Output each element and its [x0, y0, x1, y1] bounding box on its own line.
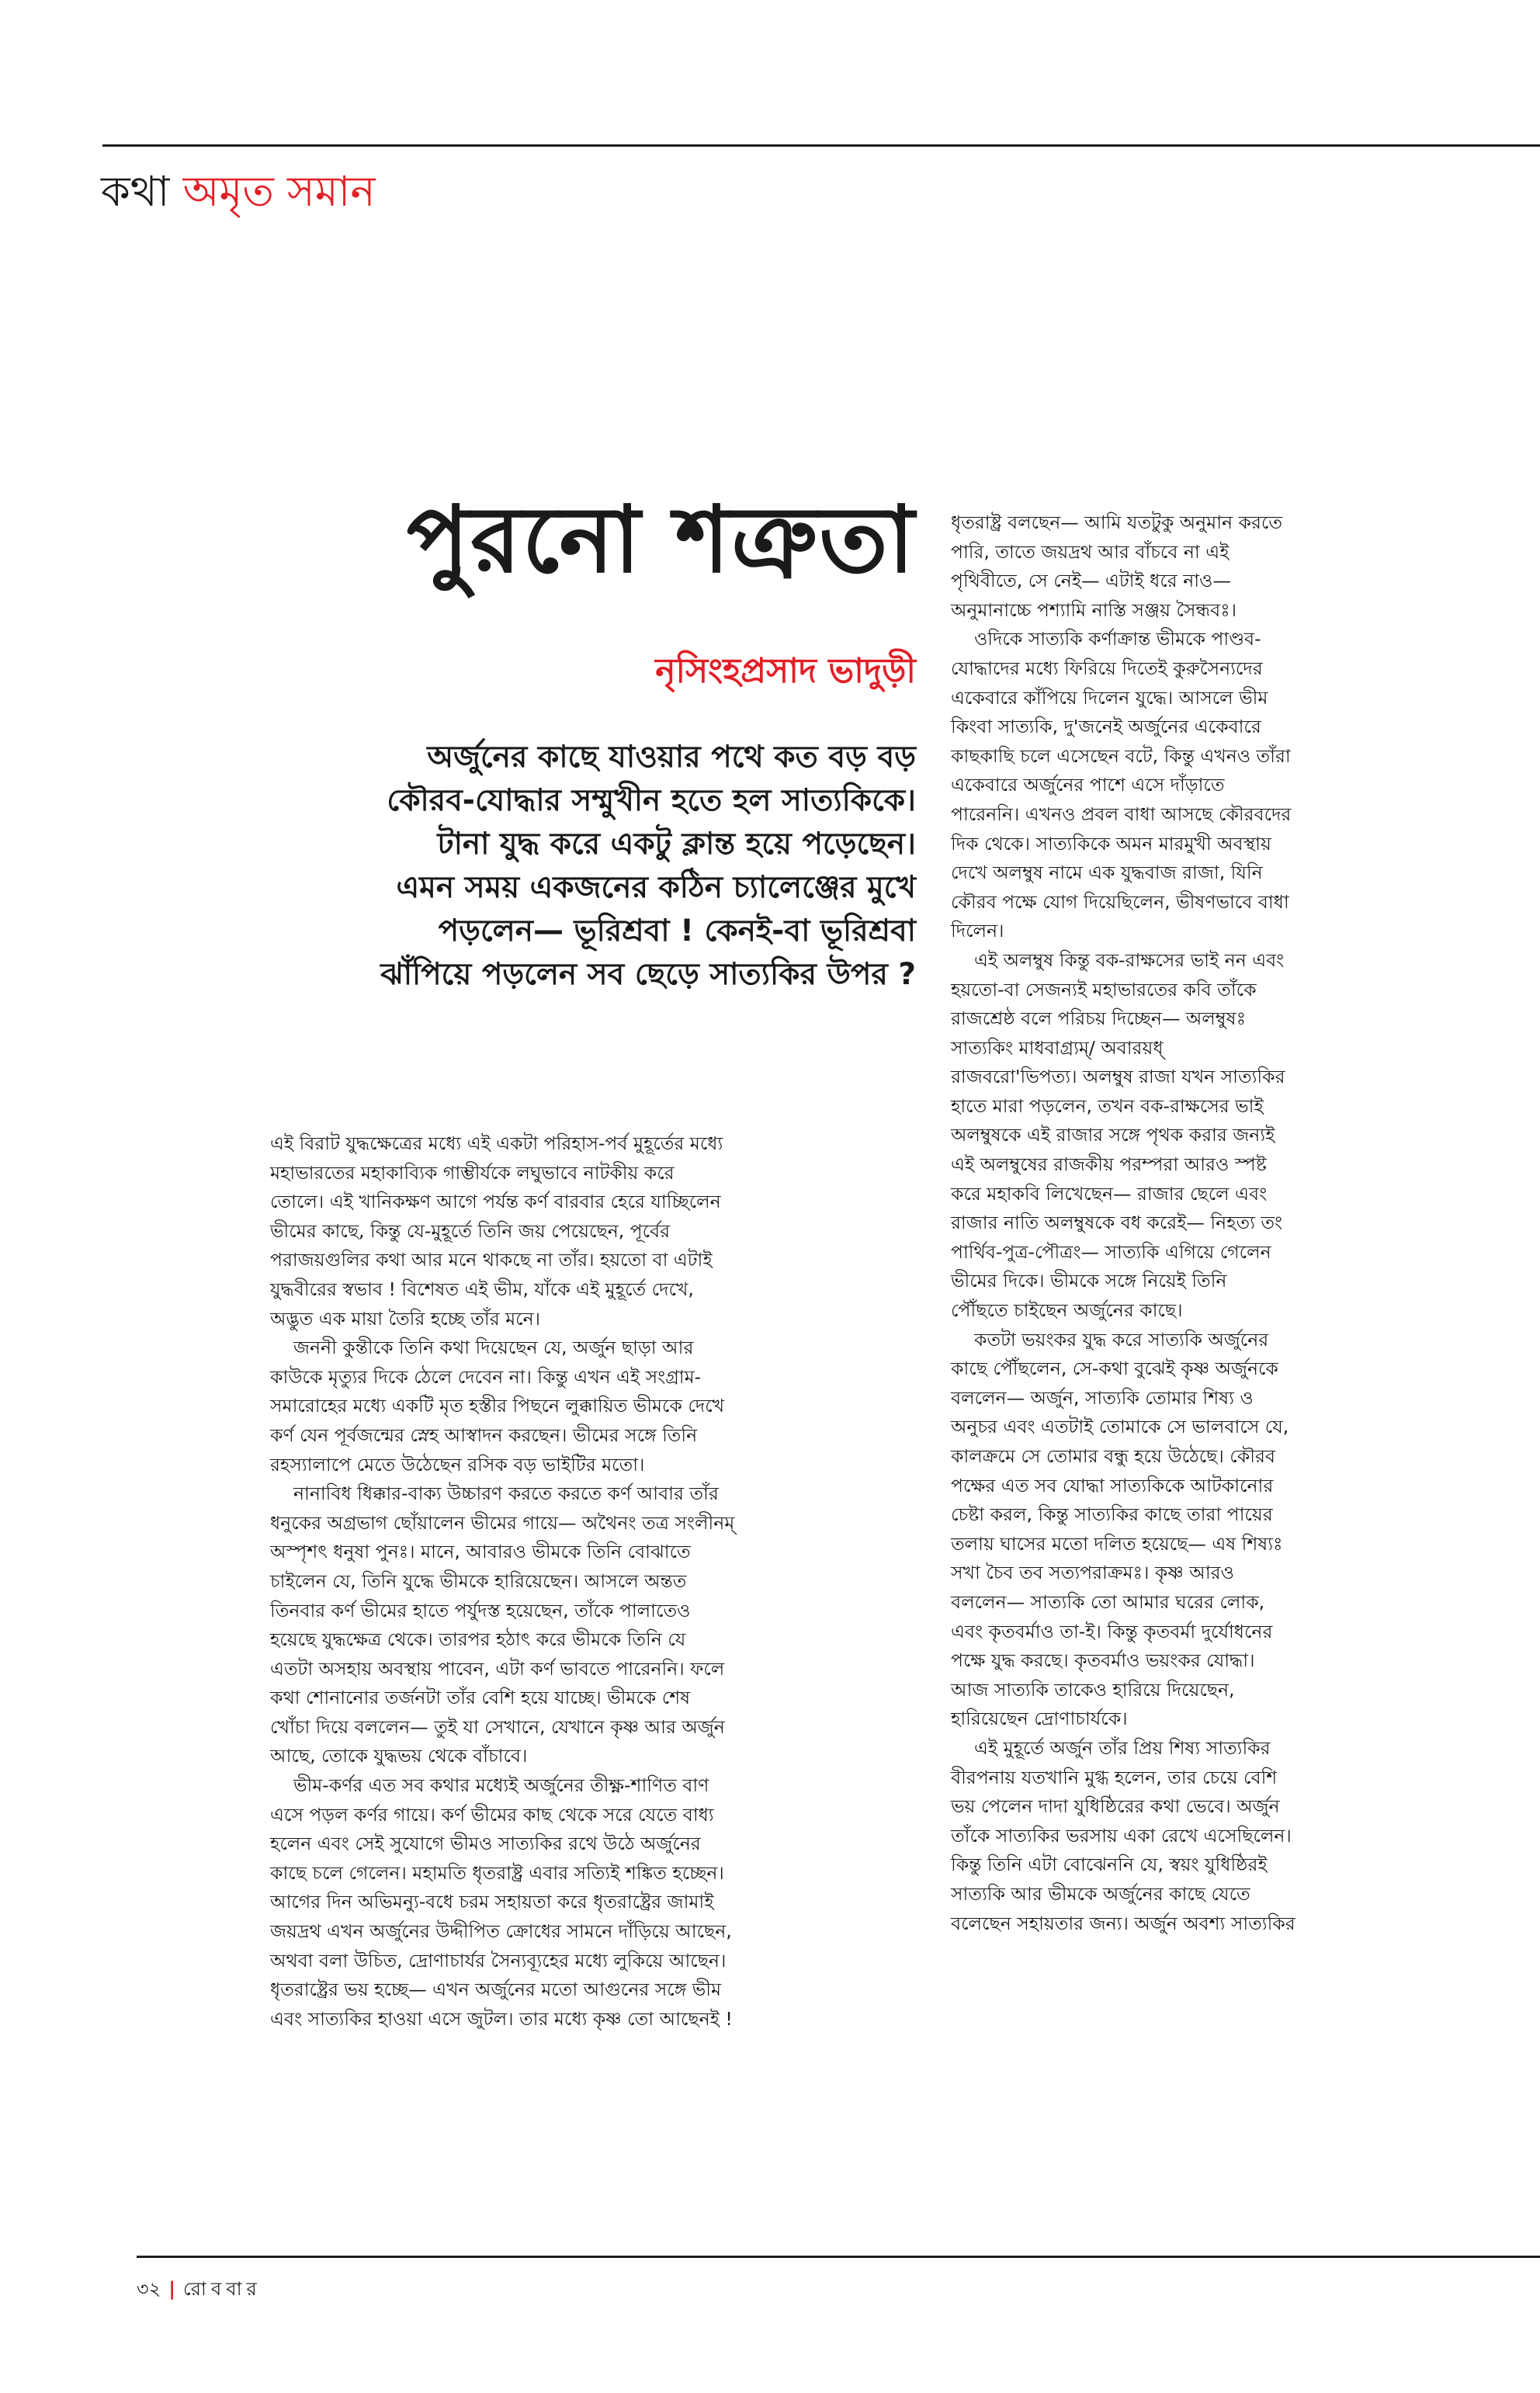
- body-text-line: হয়েছে যুদ্ধক্ষেত্র থেকে। তারপর হঠাৎ করে ভীমকে তিনি যে: [270, 1628, 686, 1651]
- article-byline: নৃসিংহপ্রসাদ ভাদুড়ী: [655, 651, 916, 691]
- body-text-line: রাজবরো'ভিপত্য। অলম্বুষ রাজা যখন সাত্যকির: [951, 1066, 1285, 1088]
- body-text-line: পারেননি। এখনও প্রবল বাধা আসছে কৌরবদের: [951, 803, 1292, 825]
- body-text-line: হয়তো-বা সেজন্যই মহাভারতের কবি তাঁকে: [951, 978, 1257, 1001]
- body-text-line: ধনুকের অগ্রভাগ ছোঁয়ালেন ভীমের গায়ে— অথৈনং তত্র সংলীনম্: [270, 1511, 735, 1534]
- body-text-line: রাজশ্রেষ্ঠ বলে পরিচয় দিচ্ছেন— অলম্বুষঃ: [951, 1007, 1247, 1030]
- section-title: [101, 165, 376, 219]
- body-text-line: পার্থিব-পুত্র-পৌত্রং— সাত্যকি এগিয়ে গেলেন: [951, 1240, 1271, 1263]
- magazine-name: রোববার: [182, 2278, 262, 2300]
- body-text-line: পৌঁছতে চাইছেন অর্জুনের কাছে।: [951, 1299, 1183, 1322]
- body-text-line: কালক্রমে সে তোমার বন্ধু হয়ে উঠেছে। কৌরব: [951, 1445, 1275, 1467]
- article-body-right-column: [951, 508, 1448, 1938]
- body-text-line: আগের দিন অভিমন্যু-বধে চরম সহায়তা করে ধৃতরাষ্ট্রের জামাই: [270, 1891, 714, 1913]
- body-text-line: তোলে। এই খানিকক্ষণ আগে পর্যন্ত কর্ণ বারবার হেরে যাচ্ছিলেন: [270, 1191, 721, 1213]
- deck-line: কৌরব-যোদ্ধার সম্মুখীন হতে হল সাত্যকিকে।: [387, 783, 916, 818]
- body-text-line: কথা শোনানোর তর্জনটা তাঁর বেশি হয়ে যাচ্ছে। ভীমকে শেষ: [270, 1687, 691, 1709]
- body-text-line: কাছে চলে গেলেন। মহামতি ধৃতরাষ্ট্র এবার সত্যিই শঙ্কিত হচ্ছেন।: [270, 1861, 724, 1884]
- body-text-line: ভীম-কর্ণর এত সব কথার মধ্যেই অর্জুনের তীক্ষ্ণ-শাণিত বাণ: [293, 1774, 709, 1797]
- body-text-line: পরাজয়গুলির কথা আর মনে থাকছে না তাঁর। হয়তো বা এটাই: [270, 1249, 713, 1271]
- body-text-line: অনুমানাচ্চে পশ্যামি নাস্তি সঞ্জয় সৈন্ধবঃ।: [951, 598, 1237, 621]
- body-text-line: দিক থেকে। সাত্যকিকে অমন মারমুখী অবস্থায়: [951, 832, 1271, 855]
- body-text-line: কৌরব পক্ষে যোগ দিয়েছিলেন, ভীষণভাবে বাধা: [951, 890, 1289, 913]
- top-rule: [102, 144, 1540, 147]
- body-text-line: দিলেন।: [951, 920, 1004, 942]
- body-text-line: সখা চৈব তব সত্যপরাক্রমঃ। কৃষ্ণ আরও: [951, 1562, 1234, 1584]
- body-text-line: বলেছেন সহায়তার জন্য। অর্জুন অবশ্য সাত্যকির: [951, 1912, 1295, 1934]
- deck-line: ঝাঁপিয়ে পড়লেন সব ছেড়ে সাত্যকির উপর ?: [380, 957, 916, 992]
- body-text-line: সাত্যকি আর ভীমকে অর্জুনের কাছে যেতে: [951, 1882, 1250, 1905]
- body-text-line: তাঁকে সাত্যকির ভরসায় একা রেখে এসেছিলেন।: [951, 1824, 1292, 1847]
- body-text-line: খোঁচা দিয়ে বললেন— তুই যা সেখানে, যেখানে কৃষ্ণ আর অর্জুন: [270, 1715, 725, 1738]
- body-text-line: সমারোহের মধ্যে একটি মৃত হস্তীর পিছনে লুক্কায়িত ভীমকে দেখে: [270, 1395, 725, 1417]
- body-text-line: পক্ষের এত সব যোদ্ধা সাত্যকিকে আটকানোর: [951, 1474, 1274, 1496]
- body-text-line: যুদ্ধবীরের স্বভাব ! বিশেষত এই ভীম, যাঁকে এই মুহূর্তে দেখে,: [270, 1278, 694, 1300]
- body-text-line: একেবারে কাঁপিয়ে দিলেন যুদ্ধে। আসলে ভীম: [951, 686, 1268, 709]
- body-text-line: রহস্যালাপে মেতে উঠেছেন রসিক বড় ভাইটির মতো।: [270, 1453, 645, 1476]
- body-text-line: আজ সাত্যকি তাকেও হারিয়ে দিয়েছেন,: [951, 1678, 1235, 1701]
- body-text-line: কাছকাছি চলে এসেছেন বটে, কিন্তু এখনও তাঁরা: [951, 744, 1291, 767]
- body-text-line: হলেন এবং সেই সুযোগে ভীমও সাত্যকির রথে উঠে অর্জুনের: [270, 1833, 701, 1855]
- deck-line: পড়লেন— ভূরিশ্রবা ! কেনই-বা ভূরিশ্রবা: [438, 914, 916, 949]
- body-text-line: চাইলেন যে, তিনি যুদ্ধে ভীমকে হারিয়েছেন। আসলে অন্তত: [270, 1569, 687, 1592]
- article-headline: পুরনো শত্রুতা: [406, 486, 916, 593]
- body-text-line: এই অলম্বুষ কিন্তু বক-রাক্ষসের ভাই নন এবং: [974, 949, 1285, 971]
- body-text-line: পৃথিবীতে, সে নেই— এটাই ধরে নাও—: [951, 570, 1231, 592]
- body-text-line: হারিয়েছেন দ্রোণাচার্যকে।: [951, 1708, 1128, 1730]
- deck-line: অর্জুনের কাছে যাওয়ার পথে কত বড় বড়: [427, 740, 916, 775]
- section-title-prefix: কথা: [101, 167, 170, 216]
- body-text-line: আছে, তোকে যুদ্ধভয় থেকে বাঁচাবে।: [270, 1745, 528, 1767]
- body-text-line: বললেন— সাত্যকি তো আমার ঘরের লোক,: [951, 1590, 1265, 1613]
- body-text-line: কর্ণ যেন পূর্বজন্মের স্নেহ আস্বাদন করছেন। ভীমের সঙ্গে তিনি: [270, 1424, 698, 1446]
- body-text-line: সাত্যকিং মাধবাগ্র্যম্/ অবারয়ধ্: [951, 1036, 1164, 1059]
- body-text-line: দেখে অলম্বুষ নামে এক যুদ্ধবাজ রাজা, যিনি: [951, 862, 1263, 884]
- body-text-line: এই বিরাট যুদ্ধক্ষেত্রের মধ্যে এই একটা পরিহাস-পর্ব মুহূর্তের মধ্যে: [270, 1132, 723, 1154]
- body-text-line: অনুচর এবং এতটাই তোমাকে সে ভালবাসে যে,: [951, 1416, 1289, 1438]
- body-text-line: ধৃতরাষ্ট্রের ভয় হচ্ছে— এখন অর্জুনের মতো আগুনের সঙ্গে ভীম: [270, 1979, 722, 2001]
- body-text-line: অস্পৃশৎ ধনুষা পুনঃ। মানে, আবারও ভীমকে তিনি বোঝাতে: [270, 1541, 691, 1563]
- body-text-line: মহাভারতের মহাকাব্যিক গাম্ভীর্যকে লঘুভাবে নাটকীয় করে: [270, 1161, 675, 1184]
- body-text-line: হাতে মারা পড়লেন, তখন বক-রাক্ষসের ভাই: [951, 1094, 1264, 1117]
- body-text-line: কিংবা সাত্যকি, দু'জনেই অর্জুনের একেবারে: [951, 716, 1261, 738]
- body-text-line: এতটা অসহায় অবস্থায় পাবেন, এটা কর্ণ ভাবতে পারেননি। ফলে: [270, 1657, 725, 1680]
- body-text-line: ভয় পেলেন দাদা যুধিষ্ঠিরের কথা ভেবে। অর্জুন: [951, 1795, 1280, 1818]
- body-text-line: কতটা ভয়ংকর যুদ্ধ করে সাত্যকি অর্জুনের: [974, 1328, 1269, 1351]
- body-text-line: কাছে পৌঁছলেন, সে-কথা বুঝেই কৃষ্ণ অর্জুনকে: [951, 1358, 1278, 1380]
- body-text-line: ধৃতরাষ্ট্র বলছেন— আমি যতটুকু অনুমান করতে: [951, 512, 1282, 533]
- body-text-line: অথবা বলা উচিত, দ্রোণাচার্যর সৈন্যব্যূহের মধ্যে লুকিয়ে আছেন।: [270, 1949, 727, 1972]
- body-text-line: চেষ্টা করল, কিন্তু সাত্যকির কাছে তারা পায়ের: [951, 1503, 1273, 1526]
- body-text-line: জয়দ্রথ এখন অর্জুনের উদ্দীপিত ক্রোধের সামনে দাঁড়িয়ে আছেন,: [270, 1920, 732, 1943]
- body-text-line: বীরপনায় যতখানি মুগ্ধ হলেন, তার চেয়ে বেশি: [951, 1766, 1278, 1788]
- footer-separator: |: [168, 2278, 175, 2300]
- body-text-line: পক্ষে যুদ্ধ করছে। কৃতবর্মাও ভয়ংকর যোদ্ধা।: [951, 1649, 1255, 1672]
- body-text-line: অদ্ভুত এক মায়া তৈরি হচ্ছে তাঁর মনে।: [270, 1307, 541, 1330]
- body-text-line: যোদ্ধাদের মধ্যে ফিরিয়ে দিতেই কুরুসৈন্যদের: [951, 657, 1263, 679]
- body-text-line: পারি, তাতে জয়দ্রথ আর বাঁচবে না এই: [951, 540, 1230, 563]
- body-text-line: নানাবিধ ধিক্কার-বাক্য উচ্চারণ করতে করতে কর্ণ আবার তাঁর: [293, 1483, 719, 1505]
- body-text-line: একেবারে অর্জুনের পাশে এসে দাঁড়াতে: [951, 774, 1225, 796]
- article-body-left-column: [270, 1129, 914, 2034]
- body-text-line: রাজার নাতি অলম্বুষকে বধ করেই— নিহত্য তং: [951, 1212, 1283, 1234]
- body-text-line: এই মুহূর্তে অর্জুন তাঁর প্রিয় শিষ্য সাত্যকির: [974, 1736, 1271, 1759]
- body-text-line: কিন্তু তিনি এটা বোঝেননি যে, স্বয়ং যুধিষ্ঠিরই: [951, 1854, 1268, 1876]
- body-text-line: তলায় ঘাসের মতো দলিত হয়েছে— এষ শিষ্যঃ: [951, 1532, 1283, 1555]
- body-text-line: ভীমের কাছে, কিন্তু যে-মুহূর্তে তিনি জয় পেয়েছেন, পূর্বের: [270, 1219, 671, 1242]
- body-text-line: এবং সাত্যকির হাওয়া এসে জুটল। তার মধ্যে কৃষ্ণ তো আছেনই !: [270, 2007, 733, 2030]
- body-text-line: তিনবার কর্ণ ভীমের হাতে পর্যুদস্ত হয়েছেন, তাঁকে পালাতেও: [270, 1599, 691, 1621]
- body-text-line: জননী কুন্তীকে তিনি কথা দিয়েছেন যে, অর্জুন ছাড়া আর: [293, 1337, 694, 1359]
- body-text-line: ওদিকে সাত্যকি কর্ণাক্রান্ত ভীমকে পাণ্ডব-: [974, 628, 1261, 650]
- body-text-line: বললেন— অর্জুন, সাত্যকি তোমার শিষ্য ও: [951, 1386, 1254, 1409]
- page-number: ৩২: [137, 2278, 161, 2300]
- body-text-line: করে মহাকবি লিখেছেন— রাজার ছেলে এবং: [951, 1182, 1268, 1205]
- body-text-line: এই অলম্বুষের রাজকীয় পরম্পরা আরও স্পষ্ট: [951, 1153, 1267, 1176]
- bottom-rule: [137, 2256, 1540, 2258]
- page-footer: [137, 2276, 262, 2302]
- body-text-line: অলম্বুষকে এই রাজার সঙ্গে পৃথক করার জন্যই: [951, 1124, 1275, 1146]
- body-text-line: এসে পড়ল কর্ণর গায়ে। কর্ণ ভীমের কাছ থেকে সরে যেতে বাধ্য: [270, 1803, 714, 1826]
- body-text-line: এবং কৃতবর্মাও তা-ই। কিন্তু কৃতবর্মা দুর্যোধনের: [951, 1620, 1273, 1642]
- article-deck: [155, 736, 916, 997]
- body-text-line: ভীমের দিকে। ভীমকে সঙ্গে নিয়েই তিনি: [951, 1270, 1227, 1292]
- section-title-highlight: অমৃত সমান: [182, 167, 376, 216]
- body-text-line: কাউকে মৃত্যুর দিকে ঠেলে দেবেন না। কিন্তু এখন এই সংগ্রাম-: [270, 1365, 702, 1388]
- deck-line: টানা যুদ্ধ করে একটু ক্লান্ত হয়ে পড়েছেন।: [437, 827, 916, 862]
- deck-line: এমন সময় একজনের কঠিন চ্যালেঞ্জের মুখে: [396, 870, 916, 905]
